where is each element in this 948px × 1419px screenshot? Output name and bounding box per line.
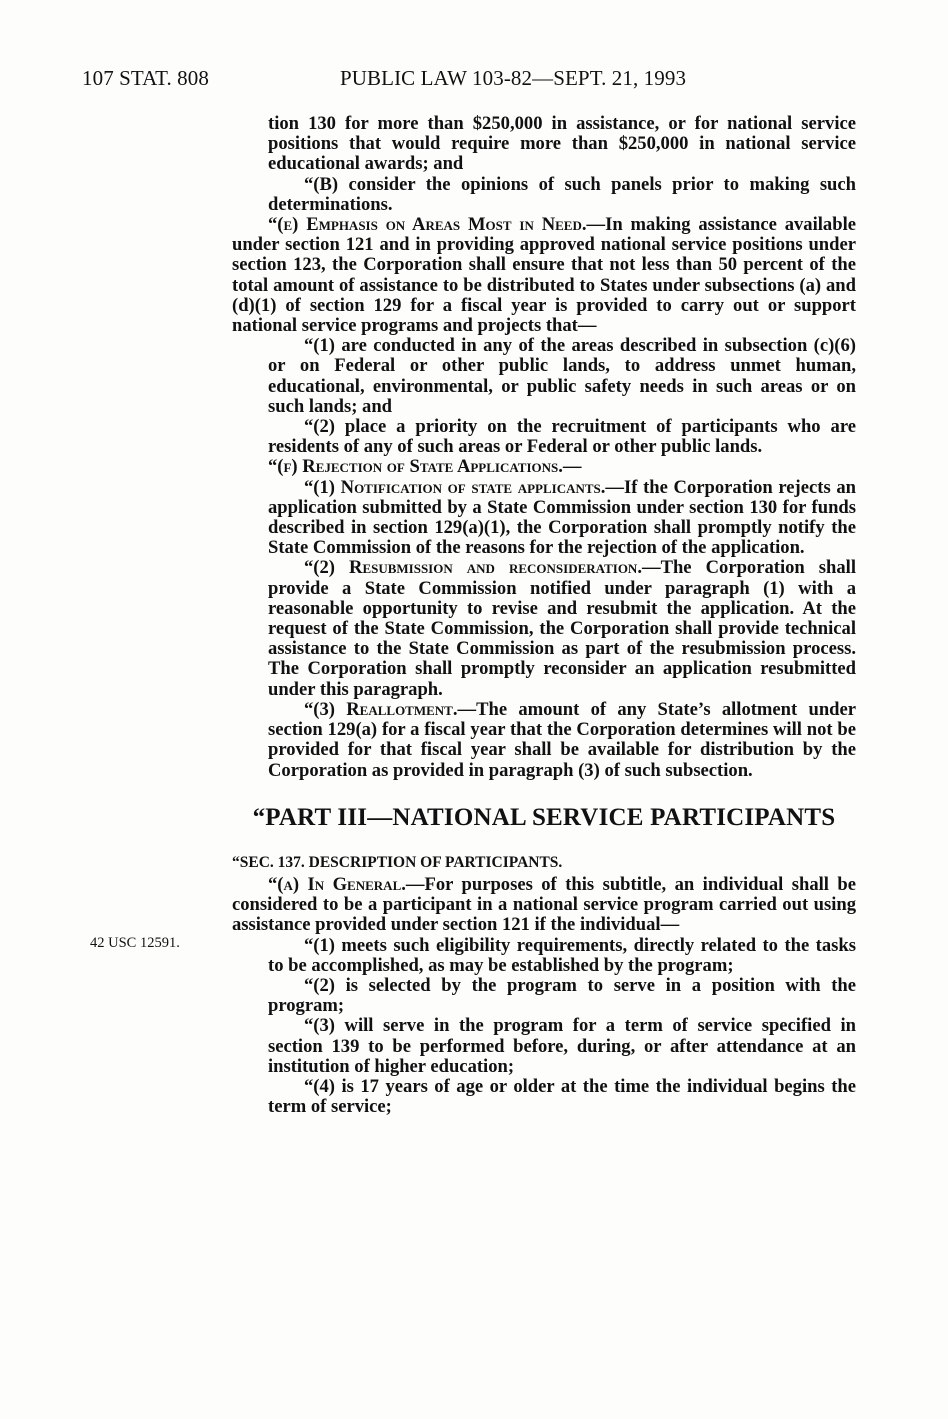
paragraph-f-3-heading: “(3) Reallotment. bbox=[304, 698, 458, 720]
paragraph-sec137-a-4: “(4) is 17 years of age or older at the time the individual begins the term of service; bbox=[268, 1075, 856, 1118]
paragraph-f-heading: “(f) Rejection of State Applications. bbox=[268, 456, 563, 478]
public-law-reference: PUBLIC LAW 103-82—SEPT. 21, 1993 bbox=[340, 66, 687, 90]
paragraph-sec137-a-heading: “(a) In General. bbox=[268, 873, 406, 895]
paragraph-e bbox=[232, 215, 856, 336]
paragraph-f-2-heading: “(2) Resubmission and reconsideration. bbox=[304, 557, 642, 579]
page-header bbox=[82, 66, 842, 96]
usc-margin-note: 42 USC 12591. bbox=[90, 935, 180, 951]
paragraph-f-1 bbox=[232, 478, 856, 559]
section-heading: “SEC. 137. DESCRIPTION OF PARTICIPANTS. bbox=[232, 853, 563, 871]
paragraph-e-2: “(2) place a priority on the recruitment of participants who are residents of any of such areas or Federal or other public lands. bbox=[268, 416, 856, 458]
paragraph-f-2-text: —The Corporation shall provide a State Commission notified under paragraph (1) with a reasonable opportunity to revise and resubmit the application. At the request of the State Commission, the Corporation shall provide technical assistance to the State Commission as part of the resubmission process. The Corporation shall promptly reconsider an application resubmitted under this paragraph. bbox=[268, 557, 856, 700]
paragraph-sec137-a-1: “(1) meets such eligibility requirements, directly related to the tasks to be accomplished, as may be established by the program; bbox=[268, 934, 856, 976]
paragraph-e-heading: “(e) Emphasis on Areas Most in Need. bbox=[268, 214, 587, 236]
paragraph-f-3 bbox=[232, 700, 856, 781]
paragraph-d1-b: “(B) consider the opinions of such panels prior to making such determinations. bbox=[268, 173, 856, 215]
paragraph-f-2 bbox=[232, 558, 856, 699]
body-text bbox=[232, 114, 856, 1117]
paragraph-d1-continued: tion 130 for more than $250,000 in assistance, or for national service positions that would require more than $250,000 in national service educational awards; and bbox=[268, 113, 856, 175]
paragraph-sec137-a-3: “(3) will serve in the program for a term of service specified in section 139 to be performed before, during, or after attendance at an institution of higher education; bbox=[268, 1015, 856, 1077]
paragraph-f-1-text: —If the Corporation rejects an application submitted by a State Commission under section 130 for funds described in section 129(a)(1), the Corporation shall promptly notify the State Commission of the reasons for the rejection of the application. bbox=[268, 476, 856, 559]
paragraph-f-1-heading: “(1) Notification of state applicants. bbox=[304, 476, 606, 498]
part-heading: “PART III—NATIONAL SERVICE PARTICIPANTS bbox=[252, 803, 836, 831]
paragraph-sec137-a-2: “(2) is selected by the program to serve in a position with the program; bbox=[268, 974, 856, 1017]
paragraph-e-1: “(1) are conducted in any of the areas described in subsection (c)(6) or on Federal or other public lands, to address unmet human, educational, environmental, or public safety needs in such areas or on such lands; and bbox=[268, 335, 856, 417]
paragraph-sec137-a-text: —For purposes of this subtitle, an individual shall be considered to be a participant in a national service program carried out using assistance provided under section 121 if the individual— bbox=[232, 873, 856, 936]
paragraph-e-text: —In making assistance available under section 121 and in providing approved national service positions under section 123, the Corporation shall ensure that not less than 50 percent of the total amount of assistance to be distributed to States under subsections (a) and (d)(1) of section 129 for a fiscal year is provided to carry out or support national service programs and projects that— bbox=[232, 214, 856, 337]
statute-reference: 107 STAT. 808 bbox=[82, 66, 209, 90]
paragraph-f bbox=[232, 457, 856, 477]
paragraph-sec137-a bbox=[232, 875, 856, 936]
paragraph-f-3-text: —The amount of any State’s allotment under section 129(a) for a fiscal year that the Corporation determines will not be provided for that fiscal year shall be available for distribution by the Corporation as provided in paragraph (3) of such subsection. bbox=[268, 698, 857, 781]
paragraph-f-text: — bbox=[562, 456, 582, 478]
